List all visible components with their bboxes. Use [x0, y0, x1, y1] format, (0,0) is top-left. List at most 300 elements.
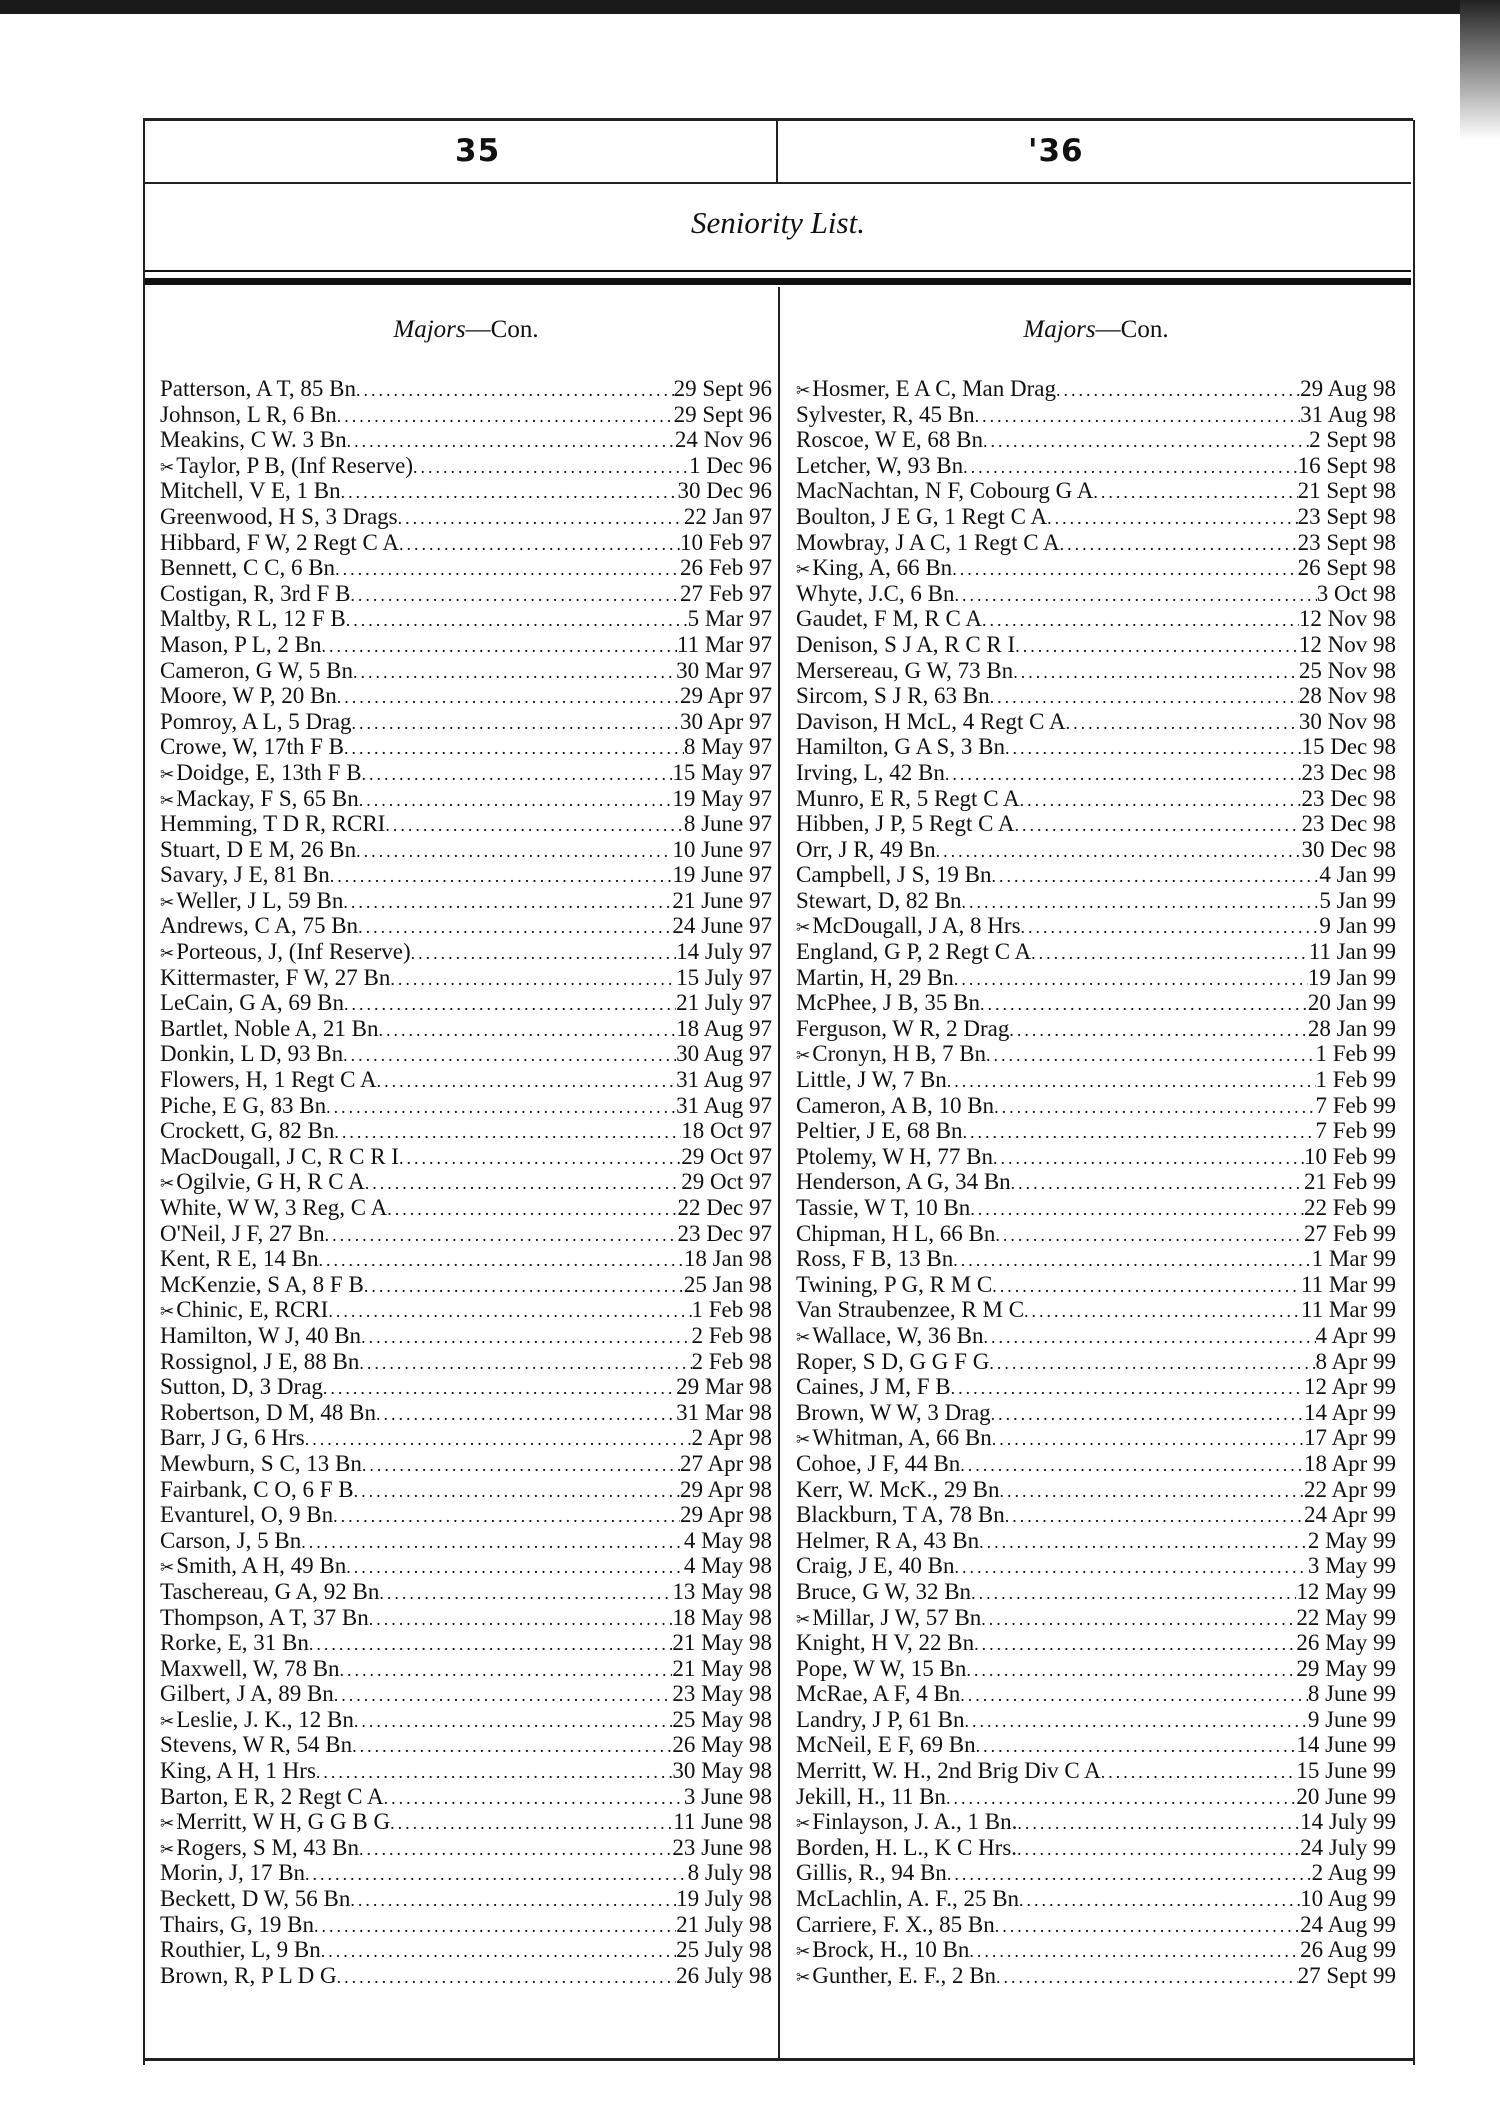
dot-leader	[359, 788, 673, 812]
seniority-date: 8 May 97	[683, 734, 772, 760]
list-item	[160, 888, 772, 914]
dot-leader	[960, 1453, 1304, 1477]
seniority-date: 28 Jan 99	[1307, 1015, 1396, 1041]
officer-name: Bartlet, Noble A, 21 Bn	[160, 1015, 379, 1041]
dot-leader	[341, 480, 678, 504]
list-item	[796, 1041, 1396, 1067]
list-item	[160, 965, 772, 991]
list-item	[796, 1732, 1396, 1758]
list-item	[160, 1477, 772, 1503]
list-item	[796, 530, 1396, 556]
left-page-number: 35	[455, 133, 501, 169]
seniority-date: 2 Apr 98	[691, 1425, 772, 1451]
dot-leader	[369, 1607, 673, 1631]
list-item	[796, 837, 1396, 863]
officer-name: Mersereau, G W, 73 Bn	[796, 657, 1014, 683]
seniority-date: 19 July 98	[676, 1886, 772, 1912]
officer-name: Barr, J G, 6 Hrs	[160, 1425, 305, 1451]
list-item	[160, 760, 772, 786]
seniority-date: 21 July 98	[676, 1911, 772, 1937]
list-item	[160, 1707, 772, 1733]
list-item	[160, 1963, 772, 1989]
dot-leader	[994, 1095, 1315, 1119]
officer-name: Roper, S D, G G F G	[796, 1348, 990, 1374]
list-item	[796, 1093, 1396, 1119]
seniority-date: 19 May 97	[672, 785, 772, 811]
list-item	[796, 1809, 1396, 1835]
dot-leader	[343, 890, 672, 914]
seniority-date: 11 Mar 97	[677, 631, 772, 657]
right-entry-list	[796, 376, 1396, 1988]
list-item	[796, 1477, 1396, 1503]
dot-leader	[354, 1479, 680, 1503]
list-item	[160, 786, 772, 812]
seniority-date: 29 Sept 96	[673, 401, 772, 427]
list-item	[796, 658, 1396, 684]
dot-leader	[340, 1658, 673, 1682]
officer-name: Van Straubenzee, R M C	[796, 1297, 1025, 1323]
seniority-date: 29 Mar 98	[676, 1374, 772, 1400]
dot-leader	[399, 532, 680, 556]
list-item	[160, 1374, 772, 1400]
officer-name: MacNachtan, N F, Cobourg G A	[796, 478, 1094, 504]
dot-leader	[321, 634, 677, 658]
scissors-icon: ✂	[160, 1302, 175, 1322]
dot-leader	[954, 967, 1308, 991]
officer-name: Morin, J, 17 Bn	[160, 1860, 306, 1886]
officer-name: Sutton, D, 3 Drag	[160, 1374, 323, 1400]
list-item	[160, 1784, 772, 1810]
officer-name: Mason, P L, 2 Bn	[160, 631, 322, 657]
dot-leader	[982, 608, 1299, 632]
officer-name: Sircom, S J R, 63 Bn	[796, 683, 990, 709]
dot-leader	[1093, 480, 1297, 504]
list-item	[160, 427, 772, 453]
dot-leader	[946, 1786, 1296, 1810]
scissors-icon: ✂	[160, 944, 175, 964]
dot-leader	[384, 1786, 684, 1810]
list-item	[160, 658, 772, 684]
seniority-date: 29 Apr 97	[680, 683, 772, 709]
officer-name: Thairs, G, 19 Bn	[160, 1911, 314, 1937]
list-item	[796, 1860, 1396, 1886]
list-item	[796, 1349, 1396, 1375]
officer-name: White, W W, 3 Reg, C A	[160, 1195, 388, 1220]
dot-leader	[316, 1760, 672, 1784]
officer-name: Ptolemy, W H, 77 Bn	[796, 1143, 994, 1169]
dot-leader	[1005, 736, 1302, 760]
dot-leader	[305, 1862, 688, 1886]
seniority-date: 19 June 97	[672, 862, 772, 888]
list-item	[160, 376, 772, 402]
list-item	[160, 1579, 772, 1605]
officer-name: Chipman, H L, 66 Bn	[796, 1220, 996, 1246]
list-item	[796, 709, 1396, 735]
seniority-date: 8 June 99	[1307, 1681, 1396, 1707]
list-item	[796, 965, 1396, 991]
dot-leader	[1017, 1837, 1300, 1861]
list-item	[796, 1118, 1396, 1144]
seniority-date: 15 May 97	[672, 759, 772, 785]
dot-leader	[378, 1018, 676, 1042]
officer-name: Hosmer, E A C, Man Drag	[812, 376, 1056, 401]
officer-name: Craig, J E, 40 Bn	[796, 1553, 955, 1579]
header-rule	[145, 182, 1411, 184]
dot-leader	[996, 1965, 1298, 1989]
dot-leader	[411, 941, 676, 965]
dot-leader	[1047, 506, 1298, 530]
seniority-date: 23 May 98	[672, 1681, 772, 1707]
officer-name: Chinic, E, RCRI	[176, 1297, 329, 1323]
officer-name: Tassie, W T, 10 Bn	[796, 1195, 971, 1220]
officer-name: Mackay, F S, 65 Bn	[176, 785, 359, 811]
list-item	[796, 1528, 1396, 1554]
list-item	[160, 862, 772, 888]
list-item	[160, 1272, 772, 1298]
seniority-date: 14 July 97	[676, 939, 772, 965]
dot-leader	[953, 1248, 1311, 1272]
list-item	[160, 632, 772, 658]
dot-leader	[351, 711, 680, 735]
left-heading-suffix: —Con.	[465, 316, 539, 343]
seniority-date: 15 July 97	[676, 964, 772, 990]
seniority-date: 22 Dec 97	[677, 1195, 772, 1220]
list-item	[160, 402, 772, 428]
officer-name: Little, J W, 7 Bn	[796, 1067, 947, 1093]
dot-leader	[979, 1530, 1308, 1554]
seniority-date: 4 Jan 99	[1319, 862, 1396, 888]
officer-name: Pope, W W, 15 Bn	[796, 1655, 967, 1681]
officer-name: Hamilton, W J, 40 Bn	[160, 1322, 362, 1348]
seniority-date: 9 Jan 99	[1319, 913, 1396, 939]
dot-leader	[992, 1427, 1304, 1451]
dot-leader	[356, 378, 674, 402]
list-item	[796, 811, 1396, 837]
seniority-date: 30 Apr 97	[680, 708, 772, 734]
officer-name: Stuart, D E M, 26 Bn	[160, 836, 357, 862]
list-item	[160, 1349, 772, 1375]
dot-leader	[1101, 1760, 1297, 1784]
seniority-date: 24 Apr 99	[1304, 1502, 1396, 1528]
list-item	[160, 1425, 772, 1451]
seniority-date: 25 May 98	[672, 1706, 772, 1732]
officer-name: McPhee, J B, 35 Bn	[796, 990, 980, 1016]
officer-name: Ross, F B, 13 Bn	[796, 1246, 954, 1272]
seniority-date: 30 May 98	[672, 1758, 772, 1784]
dot-leader	[947, 1069, 1316, 1093]
seniority-date: 26 July 98	[676, 1962, 772, 1988]
dot-leader	[966, 1658, 1296, 1682]
list-item	[796, 1605, 1396, 1631]
dot-leader	[399, 1146, 681, 1170]
seniority-date: 26 May 99	[1296, 1630, 1396, 1656]
list-item	[160, 1528, 772, 1554]
officer-name: Helmer, R A, 43 Bn	[796, 1527, 980, 1553]
dot-leader	[936, 839, 1302, 863]
dot-leader	[346, 1555, 684, 1579]
officer-name: Johnson, L R, 6 Bn	[160, 401, 337, 427]
scissors-icon: ✂	[796, 1942, 811, 1962]
officer-name: Greenwood, H S, 3 Drags	[160, 503, 398, 529]
officer-name: Martin, H, 29 Bn	[796, 964, 954, 990]
dot-leader	[390, 1811, 673, 1835]
dot-leader	[398, 506, 684, 530]
seniority-date: 12 Apr 99	[1304, 1374, 1396, 1400]
dot-leader	[354, 1709, 672, 1733]
officer-name: Moore, W P, 20 Bn	[160, 683, 337, 709]
officer-name: Bruce, G W, 32 Bn	[796, 1578, 972, 1604]
seniority-date: 23 Dec 98	[1301, 785, 1396, 811]
list-item	[160, 1860, 772, 1886]
officer-name: Gaudet, F M, R C A	[796, 606, 982, 632]
seniority-date: 23 Dec 97	[677, 1220, 772, 1246]
list-item	[796, 1246, 1396, 1272]
dot-leader	[359, 1837, 672, 1861]
list-item	[160, 1246, 772, 1272]
seniority-date: 10 June 97	[672, 836, 772, 862]
seniority-date: 25 Jan 98	[683, 1271, 772, 1297]
seniority-date: 28 Nov 98	[1298, 683, 1396, 709]
seniority-date: 27 Apr 98	[680, 1450, 772, 1476]
dot-leader	[335, 557, 680, 581]
list-item	[796, 1553, 1396, 1579]
seniority-date: 31 Mar 98	[676, 1399, 772, 1425]
officer-name: Taylor, P B, (Inf Reserve)	[176, 452, 414, 478]
list-item	[796, 939, 1396, 965]
dot-leader	[1021, 915, 1320, 939]
scan-border-top	[0, 0, 1500, 14]
officer-name: Cameron, A B, 10 Bn	[796, 1092, 995, 1118]
officer-name: Mowbray, J A C, 1 Regt C A	[796, 529, 1060, 555]
officer-name: England, G P, 2 Regt C A	[796, 939, 1032, 965]
officer-name: Pomroy, A L, 5 Drag	[160, 708, 352, 734]
seniority-date: 31 Aug 97	[676, 1092, 772, 1118]
list-item	[160, 683, 772, 709]
officer-name: Gilbert, J A, 89 Bn	[160, 1681, 334, 1707]
dot-leader	[365, 1171, 682, 1195]
left-entry-list	[160, 376, 772, 1988]
officer-name: Rossignol, J E, 88 Bn	[160, 1348, 360, 1374]
list-item	[160, 811, 772, 837]
dot-leader	[326, 1095, 676, 1119]
right-page-number: '36	[1028, 133, 1084, 169]
right-column-heading	[796, 316, 1396, 360]
seniority-date: 30 Aug 97	[676, 1041, 772, 1067]
dot-leader	[362, 1453, 680, 1477]
officer-name: Stevens, W R, 54 Bn	[160, 1732, 353, 1758]
list-item	[796, 990, 1396, 1016]
officer-name: Ferguson, W R, 2 Drag	[796, 1015, 1010, 1041]
officer-name: Smith, A H, 49 Bn	[176, 1553, 347, 1579]
seniority-date: 27 Sept 99	[1297, 1962, 1396, 1988]
list-item	[796, 1707, 1396, 1733]
seniority-date: 4 May 98	[683, 1527, 772, 1553]
seniority-date: 29 Apr 98	[680, 1502, 772, 1528]
seniority-date: 11 Mar 99	[1301, 1271, 1396, 1297]
officer-name: Savary, J E, 81 Bn	[160, 862, 330, 888]
dot-leader	[352, 1734, 672, 1758]
list-item	[796, 888, 1396, 914]
list-item	[160, 734, 772, 760]
dot-leader	[969, 1939, 1300, 1963]
dot-leader	[992, 864, 1320, 888]
list-item	[160, 837, 772, 863]
dot-leader	[387, 1197, 677, 1221]
seniority-date: 11 June 98	[673, 1809, 772, 1835]
seniority-date: 22 Apr 99	[1304, 1476, 1396, 1502]
dot-leader	[952, 557, 1297, 581]
seniority-date: 21 July 97	[676, 990, 772, 1016]
officer-name: Mitchell, V E, 1 Bn	[160, 478, 341, 504]
seniority-date: 1 Dec 96	[688, 452, 772, 478]
seniority-date: 12 May 99	[1296, 1578, 1396, 1604]
seniority-date: 2 Feb 98	[691, 1348, 772, 1374]
dot-leader	[970, 1197, 1304, 1221]
column-divider	[778, 287, 780, 2058]
scissors-icon: ✂	[796, 1046, 811, 1066]
list-item	[796, 1681, 1396, 1707]
seniority-date: 14 June 99	[1296, 1732, 1396, 1758]
list-item	[796, 1784, 1396, 1810]
officer-name: Cameron, G W, 5 Bn	[160, 657, 353, 683]
dot-leader	[377, 1069, 677, 1093]
seniority-date: 23 Sept 98	[1297, 503, 1396, 529]
header-divider	[776, 120, 778, 182]
officer-name: Denison, S J A, R C R I	[796, 631, 1016, 657]
list-item	[796, 1656, 1396, 1682]
seniority-date: 1 Feb 99	[1315, 1067, 1396, 1093]
seniority-date: 14 July 99	[1300, 1809, 1396, 1835]
seniority-date: 2 Sept 98	[1309, 427, 1396, 453]
list-item	[160, 606, 772, 632]
dot-leader	[325, 1223, 678, 1247]
dot-leader	[1013, 660, 1299, 684]
seniority-date: 24 Nov 96	[674, 427, 772, 453]
officer-name: Munro, E R, 5 Regt C A	[796, 785, 1020, 811]
dot-leader	[334, 1683, 673, 1707]
seniority-date: 25 Nov 98	[1298, 657, 1396, 683]
list-item	[160, 1681, 772, 1707]
dot-leader	[362, 762, 673, 786]
list-item	[160, 478, 772, 504]
officer-name: Blackburn, T A, 78 Bn	[796, 1502, 1005, 1528]
dot-leader	[309, 1632, 672, 1656]
officer-name: Hibben, J P, 5 Regt C A	[796, 811, 1015, 837]
officer-name: Henderson, A G, 34 Bn	[796, 1169, 1011, 1195]
seniority-date: 18 Aug 97	[676, 1015, 772, 1041]
dot-leader	[1020, 788, 1302, 812]
list-item	[160, 1067, 772, 1093]
officer-name: Brown, R, P L D G	[160, 1962, 337, 1988]
officer-name: Piche, E G, 83 Bn	[160, 1092, 327, 1118]
list-item	[796, 683, 1396, 709]
dot-leader	[1066, 711, 1299, 735]
dot-leader	[1019, 1888, 1300, 1912]
dot-leader	[971, 1581, 1296, 1605]
seniority-date: 18 Apr 99	[1304, 1450, 1396, 1476]
seniority-date: 24 June 97	[672, 913, 772, 939]
scissors-icon: ✂	[160, 790, 175, 810]
officer-name: Gunther, E. F., 2 Bn	[812, 1962, 997, 1988]
list-item	[796, 1016, 1396, 1042]
scissors-icon: ✂	[160, 764, 175, 784]
officer-name: Millar, J W, 57 Bn	[812, 1604, 982, 1630]
dot-leader	[960, 1683, 1308, 1707]
dot-leader	[337, 1965, 677, 1989]
seniority-date: 22 May 99	[1296, 1604, 1396, 1630]
seniority-date: 26 Feb 97	[680, 555, 772, 581]
dot-leader	[1011, 1171, 1304, 1195]
officer-name: Campbell, J S, 19 Bn	[796, 862, 992, 888]
dot-leader	[350, 583, 680, 607]
list-item	[160, 453, 772, 479]
officer-name: Taschereau, G A, 92 Bn	[160, 1578, 380, 1604]
seniority-date: 5 Mar 97	[687, 606, 772, 632]
dot-leader	[334, 1120, 681, 1144]
list-item	[796, 1425, 1396, 1451]
officer-name: Kittermaster, F W, 27 Bn	[160, 964, 391, 990]
dot-leader	[318, 1248, 683, 1272]
officer-name: Crowe, W, 17th F B	[160, 734, 345, 760]
officer-name: Maltby, R L, 12 F B	[160, 606, 346, 632]
seniority-date: 3 May 99	[1307, 1553, 1396, 1579]
dot-leader	[1015, 634, 1299, 658]
dot-leader	[963, 455, 1298, 479]
seniority-date: 3 June 98	[683, 1783, 772, 1809]
dot-leader	[951, 1376, 1304, 1400]
dot-leader	[995, 1914, 1300, 1938]
seniority-date: 29 May 99	[1296, 1655, 1396, 1681]
seniority-date: 26 Sept 98	[1297, 555, 1396, 581]
list-item	[796, 1144, 1396, 1170]
seniority-date: 27 Feb 99	[1304, 1220, 1396, 1246]
list-item	[796, 862, 1396, 888]
officer-name: Mewburn, S C, 13 Bn	[160, 1450, 362, 1476]
dot-leader	[986, 1043, 1315, 1067]
list-item	[796, 1937, 1396, 1963]
officer-name: Robertson, D M, 48 Bn	[160, 1399, 376, 1425]
list-item	[796, 1374, 1396, 1400]
officer-name: Bennett, C C, 6 Bn	[160, 555, 336, 581]
seniority-date: 23 Sept 98	[1297, 529, 1396, 555]
list-item	[160, 1221, 772, 1247]
officer-name: Merritt, W. H., 2nd Brig Div C A	[796, 1758, 1101, 1784]
officer-name: Sylvester, R, 45 Bn	[796, 401, 975, 427]
list-item	[160, 1732, 772, 1758]
dot-leader	[1017, 1811, 1300, 1835]
officer-name: Gillis, R., 94 Bn	[796, 1860, 947, 1886]
seniority-date: 18 May 98	[672, 1604, 772, 1630]
list-item	[160, 1041, 772, 1067]
scissors-icon: ✂	[796, 1814, 811, 1834]
dot-leader	[954, 1555, 1307, 1579]
list-item	[160, 1195, 772, 1221]
dot-leader	[990, 685, 1299, 709]
scissors-icon: ✂	[160, 1558, 175, 1578]
list-item	[796, 581, 1396, 607]
title-rule-thin	[145, 270, 1411, 272]
seniority-date: 23 June 98	[672, 1834, 772, 1860]
officer-name: Caines, J M, F B	[796, 1374, 951, 1400]
seniority-date: 8 June 97	[683, 811, 772, 837]
officer-name: Brock, H., 10 Bn	[812, 1937, 970, 1963]
dot-leader	[991, 1402, 1304, 1426]
seniority-date: 29 Oct 97	[681, 1143, 772, 1169]
dot-leader	[1009, 1018, 1307, 1042]
right-heading-suffix: —Con.	[1095, 316, 1169, 343]
dot-leader	[964, 1709, 1307, 1733]
officer-name: Hemming, T D R, RCRI	[160, 811, 386, 837]
